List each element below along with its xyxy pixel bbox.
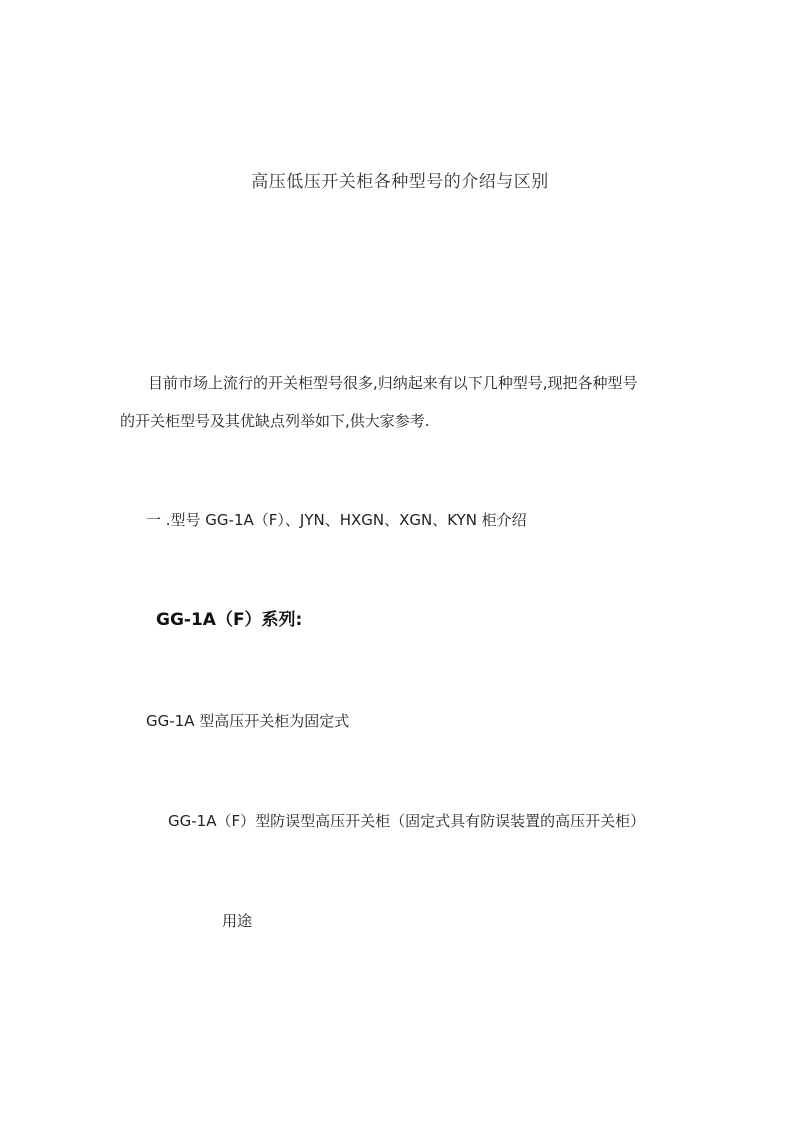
intro-line-1: 目前市场上流行的开关柜型号很多,归纳起来有以下几种型号,现把各种型号 bbox=[148, 374, 638, 392]
intro-paragraph bbox=[120, 364, 680, 440]
series-heading: GG-1A（F）系列: bbox=[156, 610, 303, 630]
section-heading: 一 .型号 GG-1A（F）、JYN、HXGN、XGN、KYN 柜介绍 bbox=[146, 511, 527, 529]
paragraph-usage-heading: 用途 bbox=[222, 912, 253, 930]
paragraph-anti-misoperation: GG-1A（F）型防误型高压开关柜（固定式具有防误装置的高压开关柜） bbox=[168, 812, 646, 830]
paragraph-fixed-type: GG-1A 型高压开关柜为固定式 bbox=[146, 712, 350, 730]
document-title: 高压低压开关柜各种型号的介绍与区别 bbox=[251, 172, 549, 192]
intro-line-2: 的开关柜型号及其优缺点列举如下,供大家参考. bbox=[120, 412, 430, 430]
